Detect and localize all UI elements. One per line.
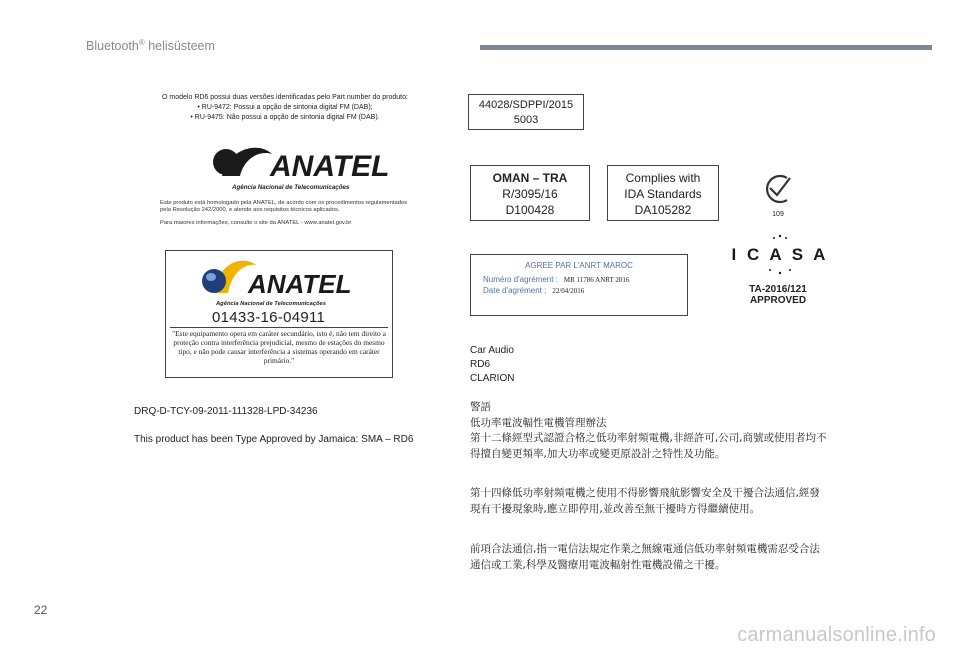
oman-line: R/3095/16 [502,187,558,201]
anatel-code: 01433-16-04911 [212,309,326,326]
rd6-version-note [110,93,460,123]
taiwan-heading: 警語 [470,401,491,413]
anatel-logo-text: ANATEL [270,150,390,183]
anrt-number-row [483,275,687,284]
taiwan-subheading: 低功率電波輻性電機管理辦法 [470,416,607,429]
icasa-approval [728,284,828,306]
oman-tra-box [470,165,590,221]
c-tick-icon [760,172,796,206]
header-bar [480,45,932,50]
ida-line: Complies with [625,171,701,185]
anrt-title: AGREE PAR L'ANRT MAROC [525,261,633,270]
anatel-homologation-text: Este produto está homologado pela ANATEL, de acordo com os procedimentos regulamentados pela Resolução 242/2000, e atende aos requisitos técnicos aplicados. [160,200,408,214]
ida-box [607,165,719,221]
icasa-approved: APPROVED [749,295,807,306]
section-title: Bluetooth® helisüsteem [86,38,215,54]
anatel-agency: Agência Nacional de Telecomunicações [232,184,350,191]
car-audio-info [470,344,514,386]
anatel-info-text: Para maiores informações, consulte o site da ANATEL - www.anatel.gov.br [160,219,352,226]
icasa-ta-number: TA-2016/121 [749,284,807,295]
rd6-note-line: • RU-9475: Não possui a opção de sintonia digital FM (DAB). [190,114,380,121]
drq-code: DRQ-D-TCY-09-2011-111328-LPD-34236 [134,406,318,417]
anrt-number-label: Numéro d'agrément : [483,275,558,284]
anatel-logo [160,140,410,194]
jamaica-approval: This product has been Type Approved by Jamaica: SMA – RD6 [134,434,414,445]
c-tick-number: 109 [772,211,784,218]
taiwan-warning-block [470,400,828,462]
cert-line: 5003 [513,114,539,126]
watermark: carmanualsonline.info [737,624,936,646]
anrt-date-row [483,286,687,295]
car-audio-model: RD6 [470,359,491,370]
cert-line: 44028/SDPPI/2015 [478,99,574,111]
anrt-date-value: 22/04/2016 [552,287,585,295]
taiwan-paragraph: 前項合法通信,指一電信法規定作業之無線電通信低功率射頻電機需忍受合法通信或工業,科學及醫療用電波輻射性電機設備之干擾。 [470,543,820,571]
oman-line: D100428 [505,203,555,217]
car-audio-maker: CLARION [470,373,515,384]
anrt-number-value: MR 11786 ANRT 2016 [563,276,630,284]
anatel-box-agency: Agência Nacional de Telecomunicações [216,301,326,307]
oman-title: OMAN – TRA [492,171,568,185]
svg-text:I C A S A: I C A S A [731,245,829,264]
anrt-date-label: Date d'agrément : [483,286,547,295]
icasa-logo [730,232,830,281]
rd6-note-line: • RU-9472: Possui a opção de sintonia digital FM (DAB); [197,104,373,111]
rd6-note-line: O modelo RD6 possui duas versões identificadas pelo Part number do produto: [162,94,408,101]
c-tick-mark [760,172,796,216]
car-audio-line: Car Audio [470,345,514,356]
taiwan-paragraph: 第十四條低功率射頻電機之使用不得影響飛航影響安全及干擾合法通信,經發現有干擾現象時,應立即停用,並改善至無干擾時方得繼續使用。 [470,487,820,515]
anatel-homologation-block [160,140,410,227]
icasa-logo-icon [730,232,830,276]
ida-line: IDA Standards [624,187,702,201]
anatel-certificate-box [165,250,393,378]
anrt-maroc-box [470,254,688,316]
anatel-box-logo-text: ANATEL [248,269,352,299]
indonesia-cert-box [468,94,584,130]
ida-line: DA105282 [634,203,692,217]
page-number: 22 [34,603,48,617]
taiwan-paragraph: 第十二條經型式認證合格之低功率射頻電機,非經許可,公司,商號或使用者均不得擅自變更頻率,加大功率或變更原設計之特性及功能。 [470,432,827,460]
anatel-notice: "Este equipamento opera em caráter secundário, isto é, não tem direito a proteção contra interferência prejudicial, mesmo de estações do mesmo tipo, e não pode causar interferência a sistemas operando em caráter primário." [172,329,386,365]
